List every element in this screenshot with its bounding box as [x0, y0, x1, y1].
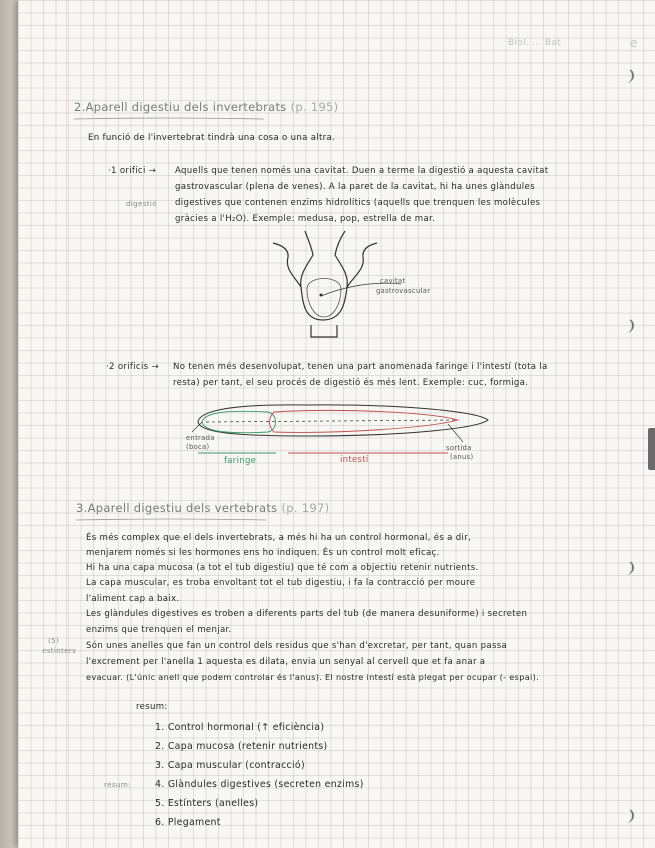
one-orifice-line-1: Aquells que tenen només una cavitat. Duen a terme la digestió a aquesta cavitat [175, 166, 549, 176]
section3-line-1: És més complex que el dels invertebrats, a més hi ha un control hormonal, és a dir, [86, 533, 472, 543]
binder-hole [618, 808, 634, 823]
binder-hole [618, 318, 634, 333]
notebook-page [18, 0, 655, 848]
notebook-binding [0, 0, 18, 848]
header-faint-letter: e [630, 36, 638, 50]
worm-label-entrada-sub: (boca) [186, 443, 210, 451]
section3-title-text: 3.Aparell digestiu dels vertebrats [76, 501, 278, 515]
section3-line-5: l'aliment cap a baix. [86, 594, 180, 604]
section2-page-ref: (p. 195) [290, 100, 339, 114]
worm-label-sortida: sortida [446, 444, 472, 452]
resum-item-6: 6. Plegament [155, 817, 221, 828]
one-orifice-label: ·1 orifici → [108, 166, 157, 176]
worm-label-entrada: entrada [186, 434, 215, 442]
section3-title [76, 501, 329, 515]
section3-line-8: Són unes anelles que fan un control dels residus que s'han d'excretar, per tant, quan passa [86, 641, 508, 651]
one-orifice-margin-note: digestió [126, 199, 157, 208]
section3-line-7: enzims que trenquen el menjar. [86, 625, 232, 635]
hydra-label-gastrovascular: gastrovascular [376, 287, 431, 295]
one-orifice-line-3: digestives que contenen enzims hidrolítics (aquells que trenquen les molècules [175, 198, 541, 208]
section3-line-2: menjarem només si les hormones ens ho indiquen. És un control molt eficaç. [86, 548, 440, 558]
margin-line [66, 0, 67, 848]
one-orifice-line-2: gastrovascular (plena de venes). A la paret de la cavitat, hi ha unes glàndules [175, 182, 535, 192]
worm-diagram [188, 400, 508, 450]
worm-label-sortida-sub: (anus) [450, 453, 474, 461]
resum-item-1: 1. Control hormonal (↑ eficiència) [155, 722, 325, 733]
section3-line-6: Les glàndules digestives es troben a diferents parts del tub (de manera desuniforme) i secreten [86, 609, 528, 619]
section3-line-3: Hi ha una capa mucosa (a tot el tub digestiu) que té com a objectiu retenir nutrients. [86, 563, 479, 573]
section2-title [74, 100, 338, 114]
binder-hole [618, 560, 634, 575]
resum-margin-note: resum: [104, 780, 131, 789]
worm-label-intesti: intestí [340, 455, 369, 465]
resum-item-4: 4. Glàndules digestives (secreten enzims) [155, 779, 364, 790]
resum-item-2: 2. Capa mucosa (retenir nutrients) [155, 741, 328, 752]
two-orifices-line-1: No tenen més desenvolupat, tenen una part anomenada faringe i l'intestí (tota la [173, 362, 548, 372]
hydra-label-cavitat: cavitat [380, 277, 406, 285]
section3-margin-note-1: (5) [48, 636, 60, 645]
section3-line-9: l'excrement per l'anella 1 aquesta es dilata, envia un senyal al cervell que et fa anar a [86, 657, 486, 667]
edge-tab [648, 428, 655, 470]
worm-label-faringe: faringe [224, 456, 257, 466]
header-faint-text: Biol. ... Bat [508, 38, 561, 48]
section2-title-underline [74, 117, 264, 121]
section3-title-underline [76, 518, 266, 522]
two-orifices-line-2: resta) per tant, el seu procés de digestió és més lent. Exemple: cuc, formiga. [173, 378, 529, 388]
section3-margin-note-2: estínters [42, 646, 77, 655]
section2-title-text: 2.Aparell digestiu dels invertebrats [74, 100, 287, 114]
resum-item-3: 3. Capa muscular (contracció) [155, 760, 305, 771]
section3-page-ref: (p. 197) [281, 501, 330, 515]
section2-intro: En funció de l'invertebrat tindrà una cosa o una altra. [88, 133, 336, 143]
binder-hole [618, 68, 634, 83]
section3-line-10: evacuar. (L'únic anell que podem controlar és l'anus). El nostre intestí està plegat per ocupar (- espai). [86, 672, 539, 682]
section3-line-4: La capa muscular, es troba envoltant tot el tub digestiu, i fa la contracció per moure [86, 578, 476, 588]
one-orifice-line-4: gràcies a l'H₂O). Exemple: medusa, pop, estrella de mar. [175, 214, 436, 224]
resum-item-5: 5. Estínters (anelles) [155, 798, 259, 809]
two-orifices-label: ·2 orificis → [106, 362, 159, 372]
resum-label: resum: [136, 702, 168, 712]
